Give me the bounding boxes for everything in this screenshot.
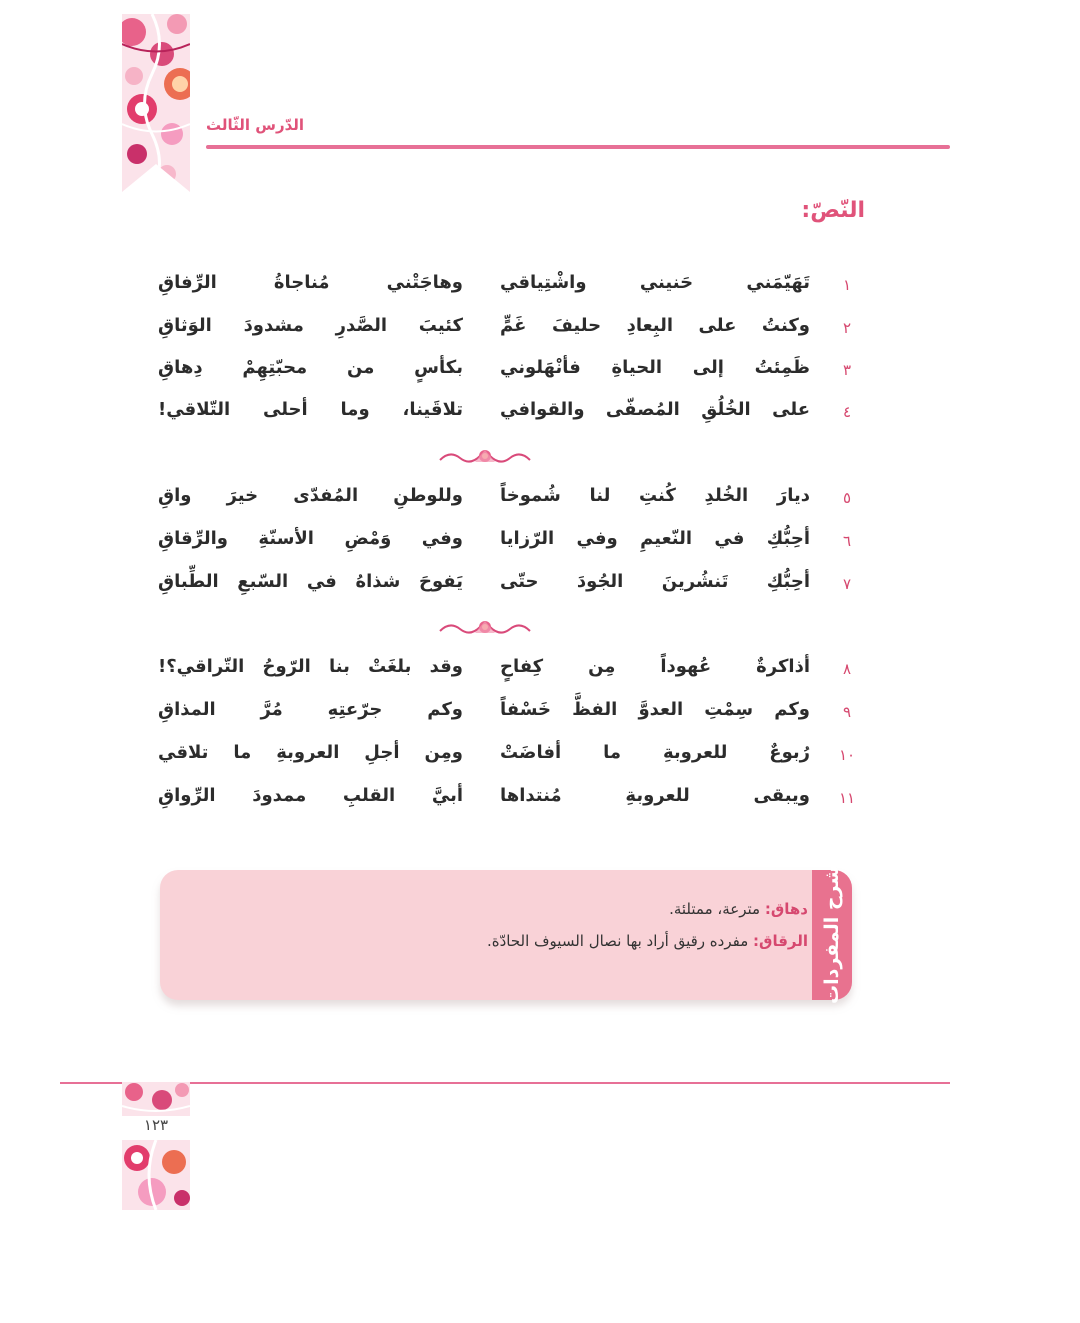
verse-number: ١٠ xyxy=(838,746,856,764)
verse-first-hemistich: ظَمِئتُ إلى الحياةِ فأنْهَلوني xyxy=(500,357,810,378)
verse-first-hemistich: رُبوعٌ للعروبةِ ما أفاضَتْ xyxy=(500,742,810,763)
verse-9 xyxy=(150,699,860,729)
decorative-ribbon-top xyxy=(122,14,190,192)
verse-number: ٢ xyxy=(842,319,852,337)
verse-second-hemistich: وللوطنِ المُفدّى خيرَ واقِ xyxy=(158,485,463,506)
verse-first-hemistich: أذاكرةٌ عُهوداً مِن كِفاحٍ xyxy=(500,656,810,677)
verse-number: ٩ xyxy=(842,703,852,721)
verse-second-hemistich: بكأسٍ من محبّتِهِمْ دِهاقِ xyxy=(158,357,463,378)
verse-second-hemistich: وفي وَمْضِ الأسنّةِ والرِّقاقِ xyxy=(158,528,463,549)
verse-3 xyxy=(150,357,860,387)
decorative-ribbon-bottom-lower xyxy=(122,1140,190,1210)
verse-8 xyxy=(150,656,860,686)
vocabulary-definition: مترعة، ممتلئة. xyxy=(669,900,761,918)
verse-6 xyxy=(150,528,860,558)
verse-number: ٧ xyxy=(842,575,852,593)
verse-first-hemistich: وكنتُ على البِعادِ حليفَ غَمٍّ xyxy=(500,315,810,336)
verse-second-hemistich: أبيَّ القلبِ ممدودَ الرِّواقِ xyxy=(158,785,463,806)
verse-second-hemistich: وقد بلغَتْ بنا الرّوحُ التّراقي؟! xyxy=(158,656,463,677)
vocabulary-term: دهاق: xyxy=(764,900,808,918)
footer-divider xyxy=(60,1082,950,1084)
verse-second-hemistich: كئيبَ الصَّدرِ مشدودَ الوَثاقِ xyxy=(158,315,463,336)
verse-number: ٨ xyxy=(842,660,852,678)
vocabulary-definition: مفرده رقيق أراد بها نصال السيوف الحادّة. xyxy=(486,932,749,950)
vocabulary-tab-label: شرح المفردات xyxy=(821,865,843,1005)
header-divider xyxy=(206,145,950,149)
verse-7 xyxy=(150,571,860,601)
verse-number: ١ xyxy=(842,276,852,294)
verse-second-hemistich: وكم جرّعتِهِ مُرَّ المذاقِ xyxy=(158,699,463,720)
verse-2 xyxy=(150,315,860,345)
verse-second-hemistich: وهاجَتْني مُناجاةُ الرِّفاقِ xyxy=(158,272,463,293)
verse-number: ١١ xyxy=(838,789,856,807)
vocabulary-item xyxy=(669,900,808,918)
verse-second-hemistich: ومِن أجلِ العروبةِ ما تلاقي xyxy=(158,742,463,763)
vocabulary-term: الرقاق: xyxy=(753,932,808,950)
verse-number: ٥ xyxy=(842,489,852,507)
verse-5 xyxy=(150,485,860,515)
verse-number: ٤ xyxy=(842,403,852,421)
verse-second-hemistich: يَفوحَ شذاهُ في السّبعِ الطِّباقِ xyxy=(158,571,463,592)
verse-first-hemistich: ديارَ الخُلدِ كُنتِ لنا شُموخاً xyxy=(500,485,810,506)
ornament-divider-2 xyxy=(435,617,535,641)
verse-4 xyxy=(150,399,860,429)
verse-10 xyxy=(150,742,860,772)
ornament-divider-1 xyxy=(435,446,535,470)
decorative-ribbon-bottom xyxy=(122,1082,190,1116)
page-number: ١٢٣ xyxy=(143,1116,169,1134)
verse-1 xyxy=(150,272,860,302)
verse-number: ٦ xyxy=(842,532,852,550)
verse-first-hemistich: تَهَيّمَني حَنيني واشْتِياقي xyxy=(500,272,810,293)
verse-11 xyxy=(150,785,860,815)
lesson-title: الدّرس الثّالث xyxy=(206,116,305,134)
vocabulary-card xyxy=(160,865,852,1005)
verse-first-hemistich: أحِبُّكِ في النّعيمِ وفي الرّزايا xyxy=(500,528,810,549)
verse-first-hemistich: ويبقى للعروبةِ مُنتداها xyxy=(500,785,810,806)
verse-first-hemistich: أحِبُّكِ تَنشُرينَ الجُودَ حتّى xyxy=(500,571,810,592)
verse-second-hemistich: تلاقَينا، وما أحلى التّلاقي! xyxy=(158,399,463,420)
vocabulary-tab xyxy=(812,865,852,1005)
section-title: النّصّ: xyxy=(801,198,865,223)
verse-number: ٣ xyxy=(842,361,852,379)
vocabulary-item xyxy=(487,932,808,950)
verse-first-hemistich: وكم سِمْتِ العدوَّ الفظَّ خَسْفاً xyxy=(500,699,810,720)
verse-first-hemistich: على الخُلُقِ المُصفّى والقوافي xyxy=(500,399,810,420)
